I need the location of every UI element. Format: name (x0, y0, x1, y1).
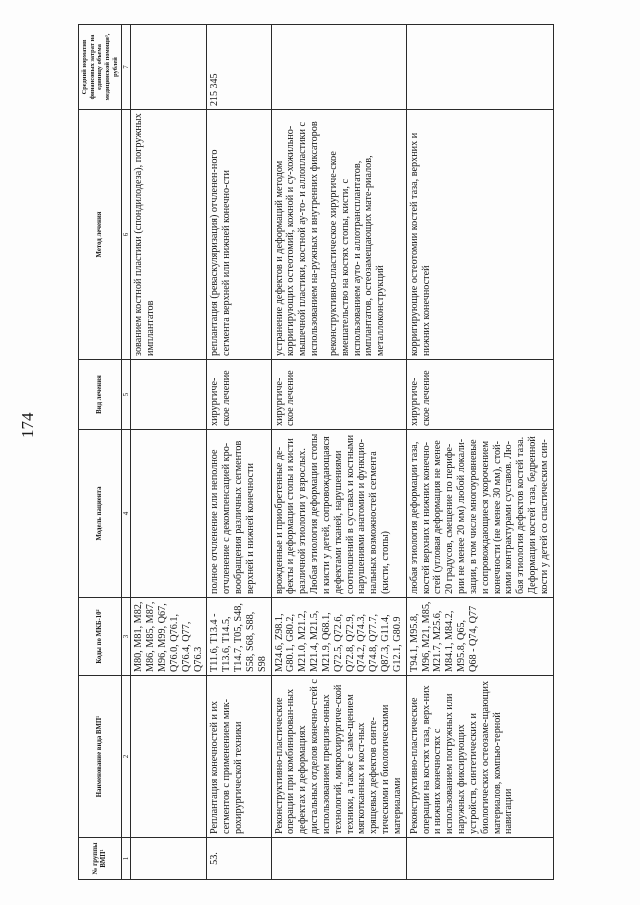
column-number: 5 (122, 360, 131, 430)
header-num: № группы ВМП¹ (79, 838, 122, 880)
cell-treatment-type: хирургиче-ское лечение (207, 360, 271, 430)
rotated-table-container (78, 25, 623, 880)
method-text: устранение дефектов и деформаций методом корригирующих остеотомий, кожной и су-хожильно-мышечной пластики, костной ау-то- и аллопластики с использованием на-ружных и внутренних фиксаторов (273, 121, 321, 356)
header-method: Метод лечения (79, 110, 122, 360)
treatment-table (78, 24, 554, 880)
cell-codes: M24.6, Z98.1, G80.1, G80.2, M21.0, M21.2, M21.4, M21.5, M21.9, Q68.1, Q72.5, Q72.6, Q72.8, Q72.9, Q74.2, Q74.3, Q74.8, Q77.7, Q87.3, G11.4, G12.1, G80.9 (271, 598, 406, 676)
cell-name: Реконструктивно-пластические операции на костях таза, верх-них и нижних конечностях с использованием погружных или наружных фиксирующих устройств, синтетических и биологических остеозаме-щающих материалов, компью-терной навигации (406, 676, 553, 838)
header-treatment-type: Вид лечения (79, 360, 122, 430)
cell-model: полное отчленение или неполное отчленение с декомпенсацией кро-вообращения различных сегментов верхней и нижней конечности (207, 430, 271, 598)
header-row (79, 25, 122, 880)
column-number: 2 (122, 676, 131, 838)
cell-method: корригирующие остеотомии костей таза, верхних и нижних конечностей (406, 110, 553, 360)
header-codes: Коды по МКБ-10² (79, 598, 122, 676)
cell-num (131, 838, 207, 880)
cell-model (131, 430, 207, 598)
cell-treatment-type: хирургиче-ское лечение (271, 360, 406, 430)
column-number: 1 (122, 838, 131, 880)
cell-num (406, 838, 553, 880)
cell-method: реплантация (реваскуляризация) отчленен-ного сегмента верхней или нижней конечно-сти (207, 110, 271, 360)
header-cost: Средний норматив финансовых затрат на единицу объема медицинской помощи³, рублей (79, 25, 122, 110)
cell-cost (406, 25, 553, 110)
cell-num: 53. (207, 838, 271, 880)
cell-name: Реконструктивно-пластические операции при комбинирован-ных дефектах и деформациях дистальных отделов конечно-стей с использованием прецизи-онных технологий, микрохирургиче-ской техники, а также с заме-щением мягкотканных и кост-ных хрящевых дефектов синте-тическими и биологическими материалами (271, 676, 406, 838)
cell-cost (271, 25, 406, 110)
cell-treatment-type (131, 360, 207, 430)
column-number: 4 (122, 430, 131, 598)
cell-name (131, 676, 207, 838)
table-row (271, 25, 406, 880)
cell-codes: M80, M81, M82, M86, M85, M87, M96, M99, Q67, Q76.0, Q76.1, Q76.4, Q77, Q76.3 (131, 598, 207, 676)
column-number: 6 (122, 110, 131, 360)
cell-method (271, 110, 406, 360)
cell-treatment-type: хирургиче-ское лечение (406, 360, 553, 430)
cell-num (271, 838, 406, 880)
header-model: Модель пациента (79, 430, 122, 598)
table-row (406, 25, 553, 880)
cell-cost: 215 345 (207, 25, 271, 110)
cell-codes: T11.6, T13.4 - T13.6, T14.5, T14.7, T05, S48, S58, S68, S88, S98 (207, 598, 271, 676)
page-number: 174 (18, 412, 37, 438)
table-row (131, 25, 207, 880)
cell-model: врожденные и приобретенные де-фекты и деформации стопы и кисти различной этиологии у взрослых. Любая этиология деформации стопы и кисти у детей, сопровождающаяся дефектами тканей, нарушениями соотношений в суставах и костными нарушениями анатомии и функцио-нальных возможностей сегмента (кисти, стопы) (271, 430, 406, 598)
method-text-2: реконструктивно-пластическое хирургиче-ское вмешательство на костях стопы, кисти, с использованием ауто- и аллотрансплантатов, имплантатов, остеозамещающих мате-риалов, металлоконструкций (327, 151, 387, 356)
cell-method: зованием костной пластики (спондилодеза), погружных имплантатов (131, 110, 207, 360)
cell-name: Реплантация конечностей и их сегментов с применением мик-рохирургической техники (207, 676, 271, 838)
cell-cost (131, 25, 207, 110)
column-number-row (122, 25, 131, 880)
cell-codes: T94.1, M95.8, M96, M21, M85, M21.7, M25.6, M84.1, M84.2, M95.8, Q65, Q68 - Q74, Q77 (406, 598, 553, 676)
column-number: 3 (122, 598, 131, 676)
paragraph-spacer (321, 113, 328, 356)
cell-model: любая этиология деформации таза, костей верхних и нижних конечно-стей (угловая деформация не менее 20 градусов, смещение по перифе-рии не менее 20 мм) любой локали-зации, в том числе многоуровневые и сопровождающиеся укорочением конечности (не менее 30 мм), стой-кими контрактурами суставов. Лю-бая этиология дефектов костей таза. Деформации костей таза, бедренной кости у детей со спастическим син- (406, 430, 553, 598)
header-name: Наименование вида ВМП¹ (79, 676, 122, 838)
table-row (207, 25, 271, 880)
column-number: 7 (122, 25, 131, 110)
